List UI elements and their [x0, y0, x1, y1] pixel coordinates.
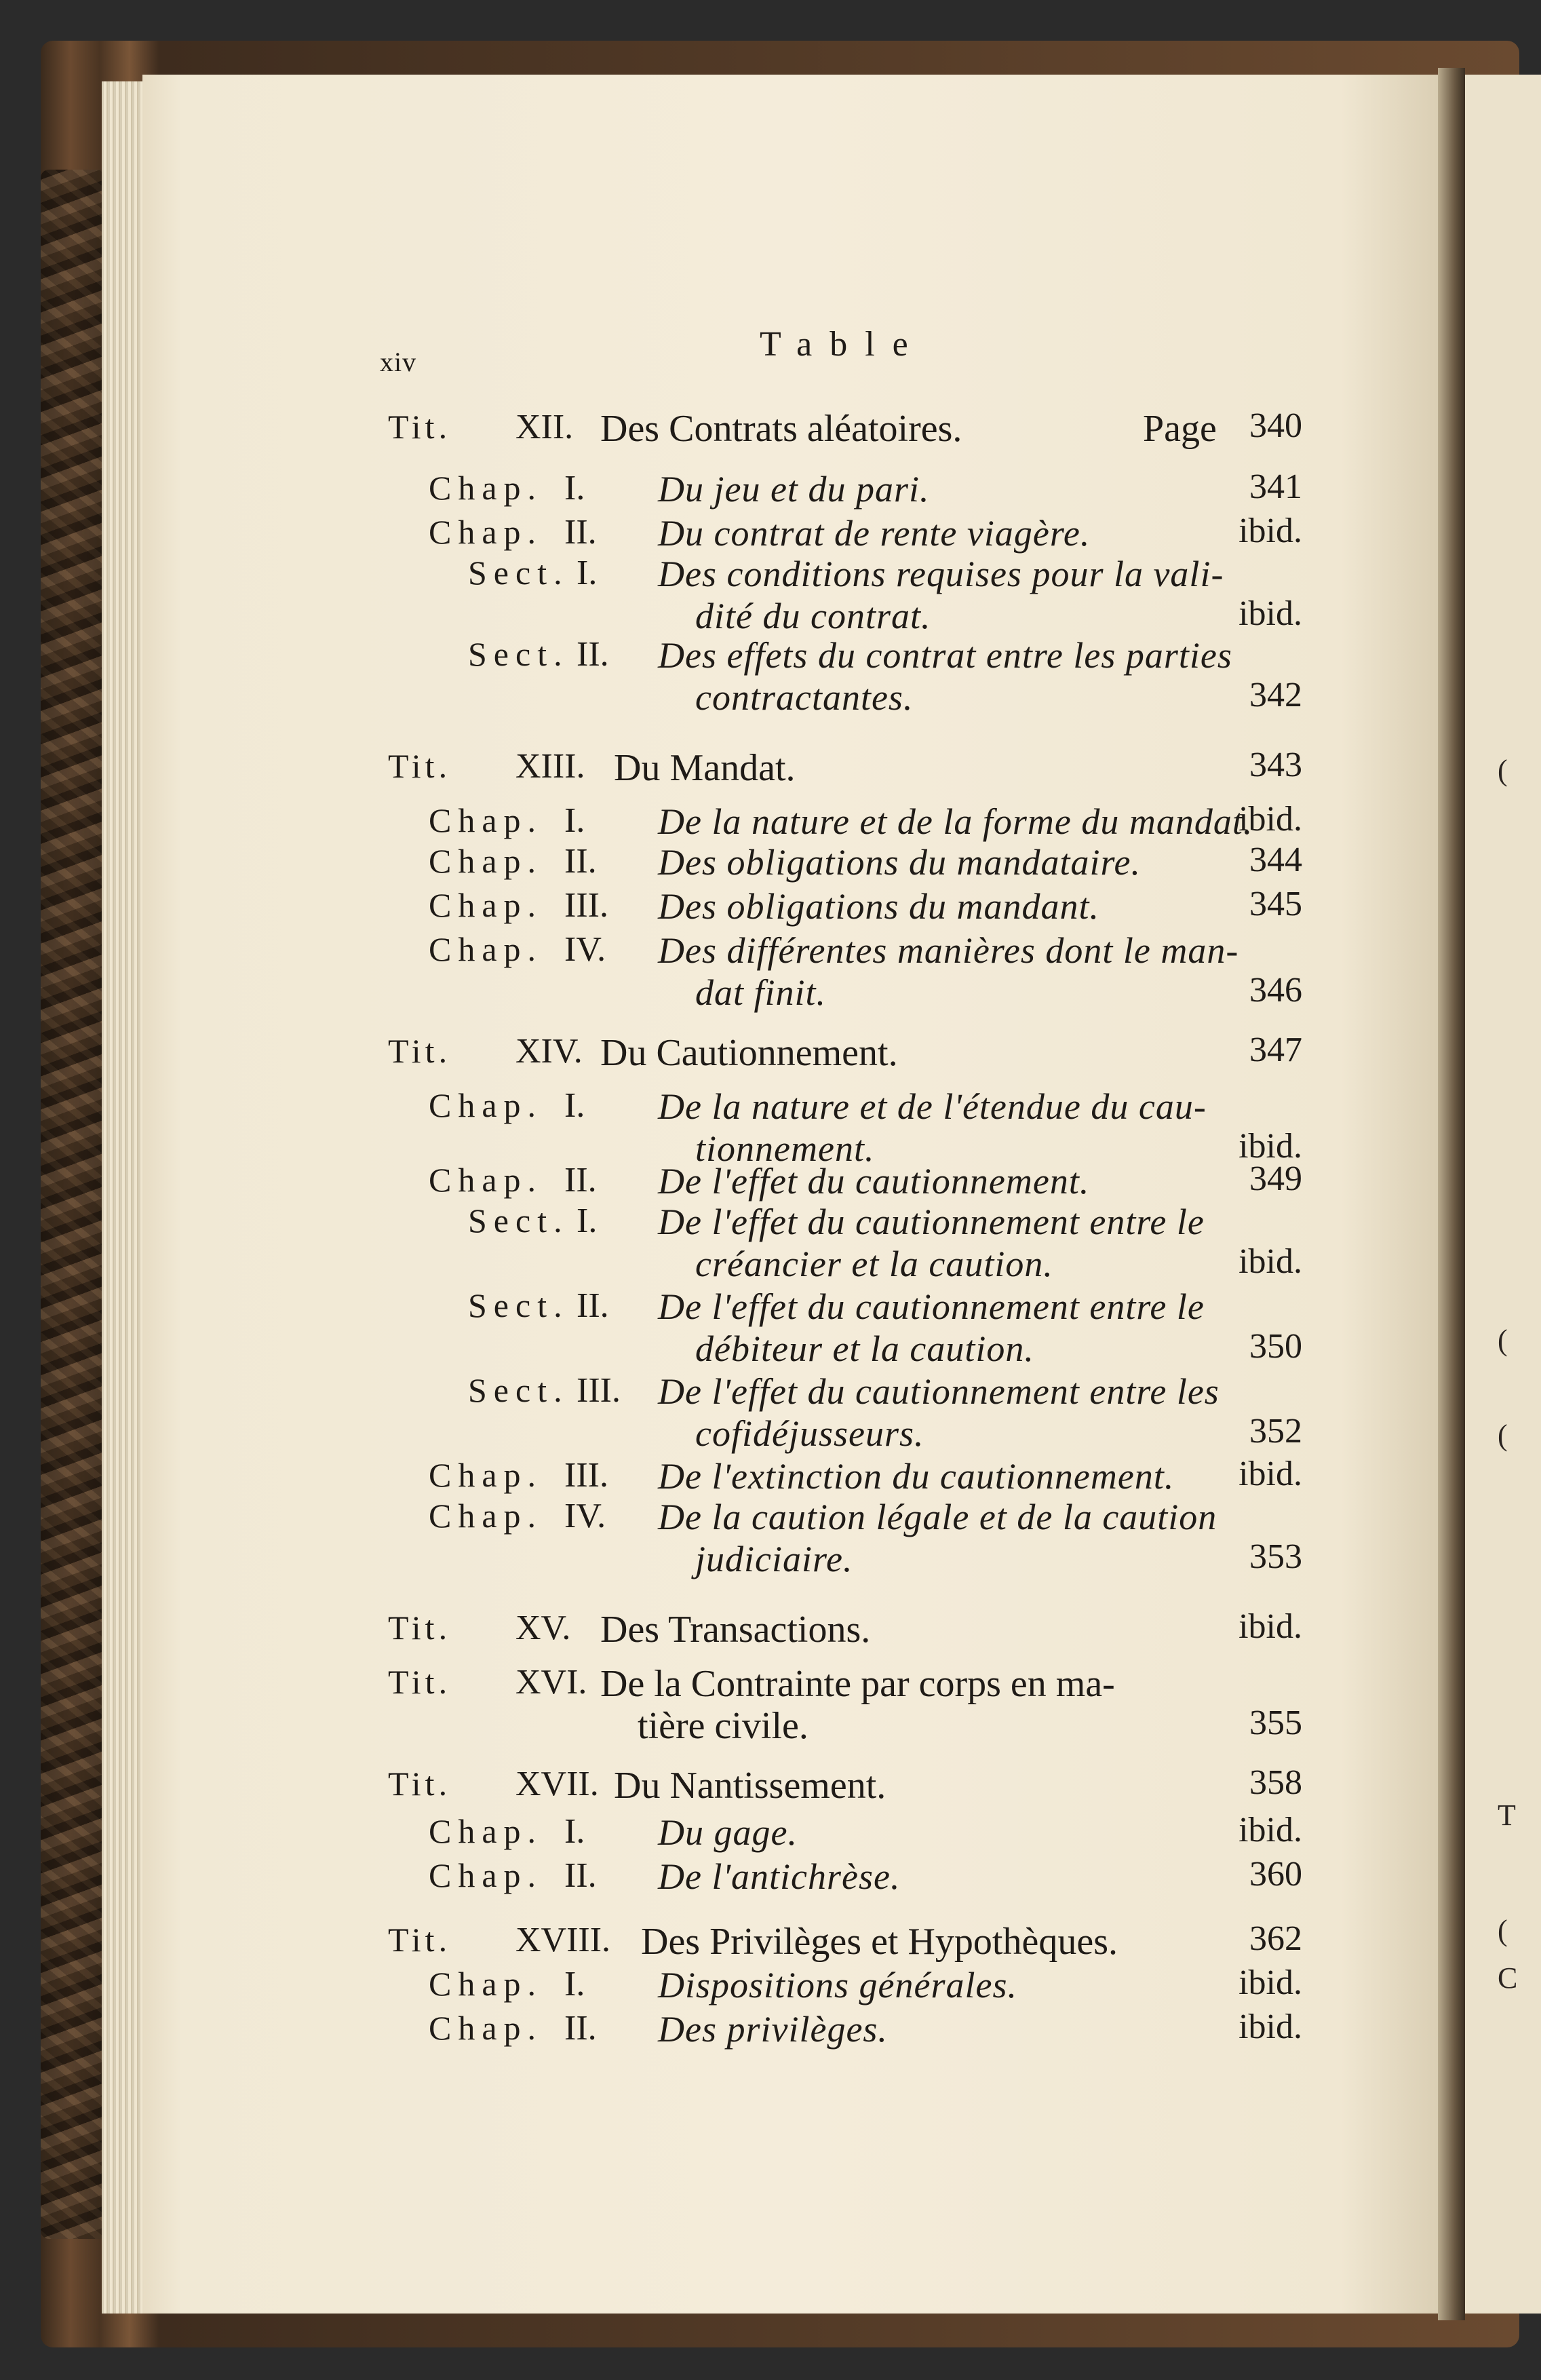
entry-title-line: Du Mandat.	[614, 747, 796, 789]
entry-title-line: Des effets du contrat entre les parties	[658, 635, 1232, 676]
chap-label: Chap.	[429, 1456, 543, 1494]
sect-label: Sect.	[468, 635, 569, 673]
tit-number: XVI.	[515, 1663, 587, 1702]
entry-title-line: De l'effet du cautionnement entre le	[658, 1202, 1205, 1242]
chap-number: II.	[564, 842, 597, 881]
entry-title-line: Des conditions requises pour la vali-	[658, 554, 1224, 594]
chap-label: Chap.	[429, 1965, 543, 2003]
sect-label: Sect.	[468, 1286, 569, 1324]
sect-number: I.	[577, 554, 598, 592]
page-reference: 353	[1249, 1537, 1302, 1576]
page-reference: 345	[1249, 885, 1302, 923]
entry-title-line: contractantes.	[695, 677, 914, 718]
entry-title-line: Des différentes manières dont le man-	[658, 930, 1239, 971]
page-prefix: Page	[1143, 408, 1217, 450]
sect-number: I.	[577, 1202, 598, 1240]
facing-page-fragment: T	[1498, 1799, 1516, 1832]
chap-number: I.	[564, 469, 585, 507]
entry-title-line: De la nature et de la forme du mandat.	[658, 801, 1253, 842]
entry-title-line: tionnement.	[695, 1128, 875, 1169]
chap-label: Chap.	[429, 1856, 543, 1894]
chap-number: I.	[564, 1086, 585, 1125]
page-reference: ibid.	[1238, 1455, 1302, 1493]
tit-number: XII.	[515, 408, 574, 446]
entry-title-line: Dispositions générales.	[658, 1965, 1017, 2005]
entry-title-line: Du Nantissement.	[614, 1765, 886, 1807]
facing-page-fragment: (	[1498, 1419, 1508, 1452]
page-reference: 347	[1249, 1031, 1302, 1069]
chap-label: Chap.	[429, 842, 543, 880]
page-reference: 344	[1249, 841, 1302, 879]
page-reference: 350	[1249, 1327, 1302, 1366]
entry-title-line: De l'antichrèse.	[658, 1856, 901, 1897]
tit-number: XV.	[515, 1609, 571, 1647]
entry-title-line: Du Cautionnement.	[600, 1032, 898, 1074]
chap-number: IV.	[564, 1497, 606, 1535]
chap-number: III.	[564, 1456, 608, 1495]
tit-label: Tit.	[388, 1609, 452, 1647]
chap-number: I.	[564, 1965, 585, 2003]
entry-title-line: De l'effet du cautionnement.	[658, 1161, 1090, 1202]
sect-label: Sect.	[468, 554, 569, 592]
page-title: Table	[760, 325, 926, 364]
page-reference: ibid.	[1238, 1127, 1302, 1166]
entry-title-line: Du jeu et du pari.	[658, 469, 930, 510]
entry-title-line: Des privilèges.	[658, 2009, 888, 2050]
page-reference: 343	[1249, 746, 1302, 784]
chap-number: II.	[564, 1856, 597, 1895]
sect-label: Sect.	[468, 1202, 569, 1240]
chap-label: Chap.	[429, 930, 543, 968]
page-reference: ibid.	[1238, 1607, 1302, 1646]
chap-label: Chap.	[429, 469, 543, 507]
page-reference: ibid.	[1238, 512, 1302, 550]
page-reference: 360	[1249, 1855, 1302, 1894]
page-reference: 349	[1249, 1159, 1302, 1198]
entry-title-line: judiciaire.	[695, 1539, 853, 1579]
page-reference: 358	[1249, 1763, 1302, 1802]
chap-label: Chap.	[429, 2009, 543, 2047]
tit-number: XIII.	[515, 747, 585, 786]
entry-title-line: débiteur et la caution.	[695, 1328, 1034, 1369]
entry-title-line: tière civile.	[638, 1705, 808, 1747]
entry-title-line: De l'extinction du cautionnement.	[658, 1456, 1175, 1497]
sect-label: Sect.	[468, 1371, 569, 1409]
page-gutter	[1438, 68, 1465, 2320]
page-reference: ibid.	[1238, 1811, 1302, 1849]
page-reference: ibid.	[1238, 800, 1302, 839]
entry-title-line: Des Privilèges et Hypothèques.	[641, 1921, 1118, 1963]
entry-title-line: De la nature et de l'étendue du cau-	[658, 1086, 1207, 1127]
entry-title-line: Des Transactions.	[600, 1609, 871, 1651]
tit-label: Tit.	[388, 747, 452, 785]
chap-number: I.	[564, 801, 585, 840]
chap-number: III.	[564, 886, 608, 925]
page-reference: 342	[1249, 676, 1302, 714]
chap-number: II.	[564, 513, 597, 552]
facing-page-fragment: (	[1498, 1914, 1508, 1947]
chap-label: Chap.	[429, 1161, 543, 1199]
chap-label: Chap.	[429, 513, 543, 551]
page-number: xiv	[380, 347, 417, 377]
chap-number: II.	[564, 2009, 597, 2048]
entry-title-line: De l'effet du cautionnement entre le	[658, 1286, 1205, 1327]
facing-page-fragment: (	[1498, 754, 1508, 787]
page-reference: 341	[1249, 467, 1302, 506]
entry-title-line: Du contrat de rente viagère.	[658, 513, 1091, 554]
entry-title-line: Du gage.	[658, 1812, 798, 1853]
entry-title-line: De la Contrainte par corps en ma-	[600, 1663, 1115, 1705]
tit-number: XVIII.	[515, 1921, 611, 1959]
chap-number: I.	[564, 1812, 585, 1851]
entry-title-line: Des obligations du mandataire.	[658, 842, 1141, 883]
chap-label: Chap.	[429, 1812, 543, 1850]
page-reference: 362	[1249, 1919, 1302, 1958]
chap-number: IV.	[564, 930, 606, 969]
tit-label: Tit.	[388, 1032, 452, 1070]
chap-number: II.	[564, 1161, 597, 1199]
tit-number: XVII.	[515, 1765, 599, 1803]
tit-number: XIV.	[515, 1032, 583, 1071]
entry-title-line: cofidéjusseurs.	[695, 1413, 924, 1454]
sect-number: III.	[577, 1371, 621, 1410]
entry-title-line: dité du contrat.	[695, 596, 931, 636]
entry-title-line: créancier et la caution.	[695, 1244, 1053, 1284]
page-reference: ibid.	[1238, 1242, 1302, 1281]
chap-label: Chap.	[429, 886, 543, 924]
chap-label: Chap.	[429, 1086, 543, 1124]
tit-label: Tit.	[388, 408, 452, 446]
facing-page-fragment: (	[1498, 1324, 1508, 1357]
page-reference: 355	[1249, 1704, 1302, 1742]
page-reference: 340	[1249, 406, 1302, 445]
page-reference: ibid.	[1238, 2008, 1302, 2046]
page-reference: ibid.	[1238, 594, 1302, 633]
sect-number: II.	[577, 1286, 609, 1325]
page-reference: 352	[1249, 1412, 1302, 1451]
entry-title-line: Des Contrats aléatoires.	[600, 408, 962, 450]
chap-label: Chap.	[429, 1497, 543, 1535]
entry-title-line: Des obligations du mandant.	[658, 886, 1100, 927]
tit-label: Tit.	[388, 1921, 452, 1959]
tit-label: Tit.	[388, 1765, 452, 1803]
chap-label: Chap.	[429, 801, 543, 839]
page-reference: 346	[1249, 971, 1302, 1010]
facing-page-edge	[1465, 75, 1541, 2314]
entry-title-line: De la caution légale et de la caution	[658, 1497, 1217, 1537]
entry-title-line: dat finit.	[695, 972, 827, 1013]
entry-title-line: De l'effet du cautionnement entre les	[658, 1371, 1220, 1412]
facing-page-fragment: C	[1498, 1961, 1518, 1995]
sect-number: II.	[577, 635, 609, 674]
tit-label: Tit.	[388, 1663, 452, 1701]
page-reference: ibid.	[1238, 1963, 1302, 2002]
